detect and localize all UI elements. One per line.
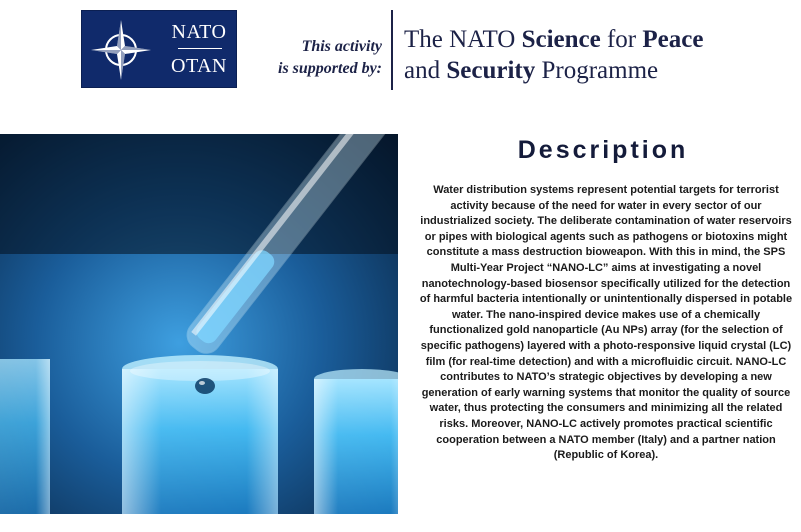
sps-line-1 [404,24,703,55]
header-divider [391,10,393,90]
sps-word: for [600,26,643,53]
sps-word: The NATO [404,26,522,53]
sps-word-peace: Peace [642,26,704,53]
lab-test-tubes-pipette-photo [0,134,398,514]
nato-logo [81,10,237,88]
logo-nato-text: NATO [171,21,227,43]
sps-line-2 [404,55,703,86]
sps-word-security: Security [446,57,536,84]
description-title: Description [517,136,689,164]
sps-word: and [404,57,447,84]
support-statement [278,36,382,80]
sps-programme-title [404,24,703,86]
nato-compass-star-icon [88,19,154,81]
support-line-1: This activity [301,38,382,55]
description-body: Water distribution systems represent potential targets for terrorist activity because of the need for water in every sector of our industrialized society. The deliberate contamination of water reservoirs or pipes with biological agents such as pathogens or biotoxins might constitute a mass destruction bioweapon. With this in mind, the SPS Multi-Year Project “NANO-LC” aims at investigating a novel nanotechnology-based biosensor specifically utilized for the detection of harmful bacteria intentionally or unintentionally dispersed in potable water. The nano-inspired device makes use of a chemically functionalized gold nanoparticle (Au NPs) array (for the selection of specific pathogens) layered with a photo-responsive liquid crystal (LC) film (for real-time detection) and with a microfluidic circuit. NANO-LC contributes to NATO’s strategic objectives by developing a new generation of early warning systems that monitor the quality of source water, thus protecting the consumers and minimizing all the related risks. Moreover, NANO-LC actively promotes practical scientific cooperation between a NATO member (Italy) and a partner nation (Republic of Korea). [419,184,793,462]
logo-divider [178,48,222,49]
support-line-2: is supported by: [278,60,382,77]
sps-word-science: Science [521,26,601,53]
header [0,0,801,110]
logo-otan-text: OTAN [171,55,227,77]
sps-word: Programme [535,57,659,84]
lab-photo-illustration [0,134,398,514]
